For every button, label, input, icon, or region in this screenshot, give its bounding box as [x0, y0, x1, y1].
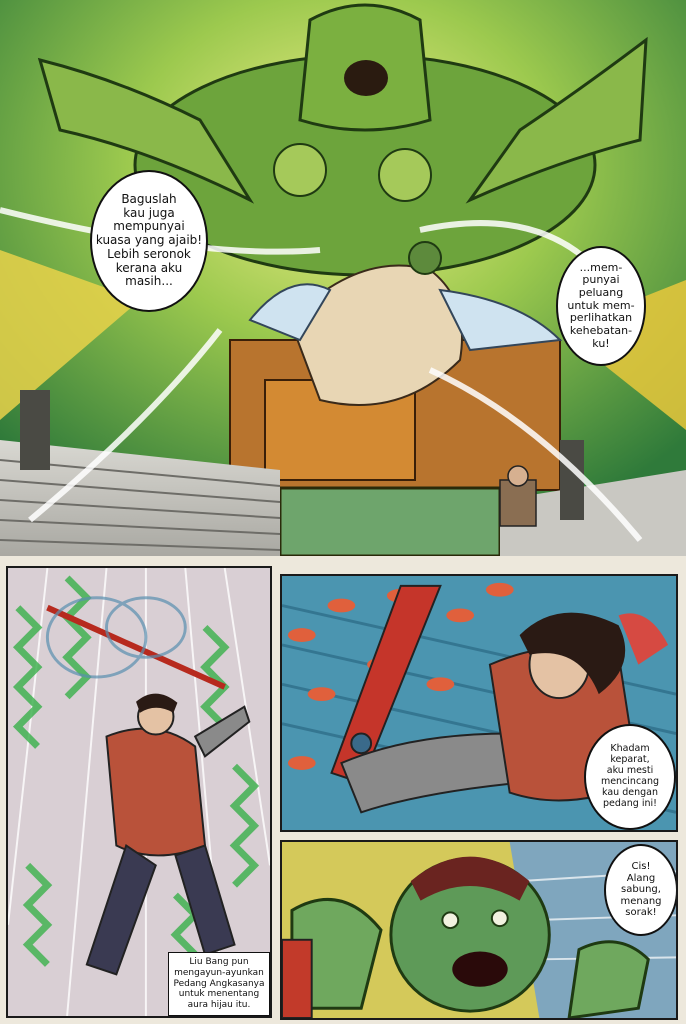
speech-text: Cis! Alang sabung, menang sorak!: [620, 861, 662, 919]
speech-bubble-top-left: [90, 170, 208, 312]
speech-text: Khadam keparat, aku mesti mencincang kau dengan pedang ini!: [600, 743, 660, 809]
panel-bottom-left: [6, 566, 272, 1018]
panel-2-artwork: [8, 568, 270, 1016]
panel-bottom-right-upper: [280, 574, 678, 832]
speech-text: Baguslah kau juga mempunyai kuasa yang ajaib! Lebih seronok kerana aku masih...: [95, 191, 203, 289]
speech-text: ...mem- punyai peluang untuk mem- perlihatkan kehebatan- ku!: [567, 260, 635, 350]
speech-bubble-top-right: [556, 246, 646, 366]
narration-caption: [168, 952, 270, 1016]
speech-bubble-panel-3: [584, 724, 676, 830]
panel-bottom-right-lower: [280, 840, 678, 1020]
speech-bubble-panel-4: [604, 844, 678, 936]
caption-text: Liu Bang pun mengayun-ayunkan Pedang Angkasanya untuk menentang aura hijau itu.: [173, 957, 265, 1011]
